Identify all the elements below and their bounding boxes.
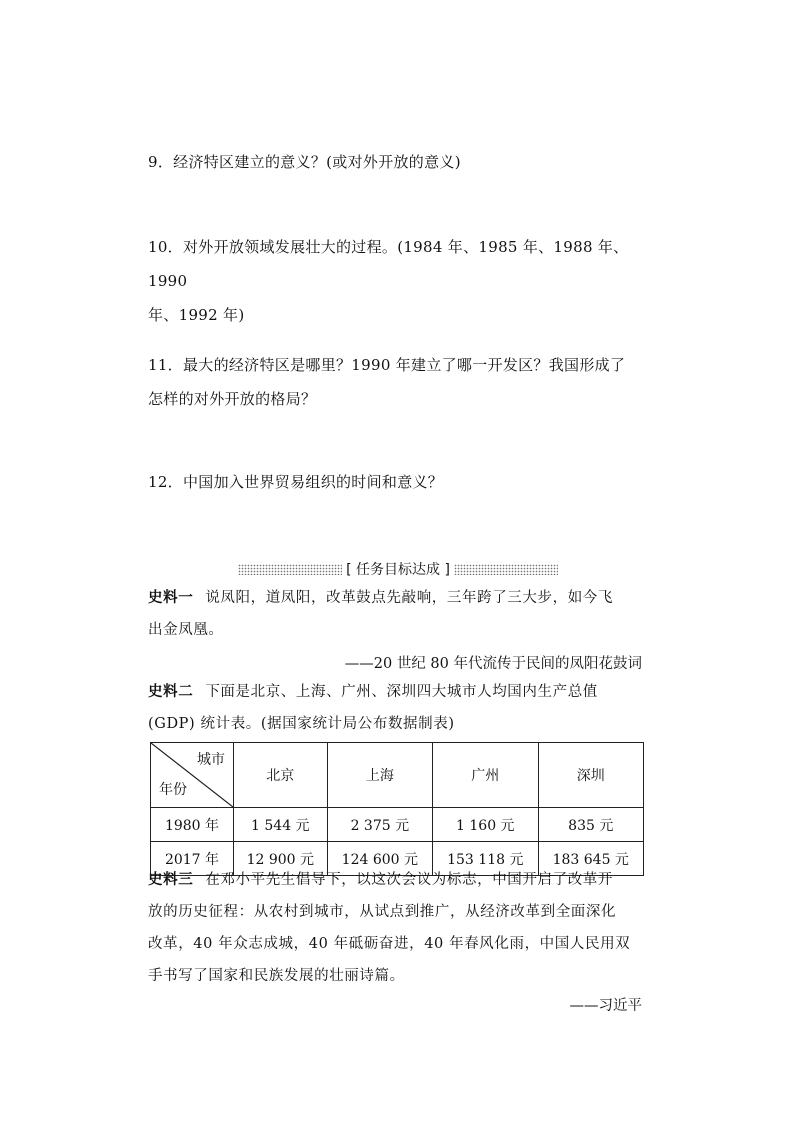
corner-year-label: 年份 — [159, 782, 187, 798]
value-cell: 835 元 — [538, 808, 643, 842]
city-header: 北京 — [234, 743, 328, 808]
source-3-line3: 改革，40 年众志成城，40 年砥砺奋进，40 年春风化雨，中国人民用双 — [148, 936, 631, 952]
value-cell: 124 600 元 — [327, 842, 432, 876]
source-2-line1: 下面是北京、上海、广州、深圳四大城市人均国内生产总值 — [205, 684, 598, 700]
question-10-line2: 年、1992 年) — [148, 306, 245, 324]
table-header-row — [151, 743, 644, 808]
source-2 — [148, 676, 648, 740]
value-cell: 2 375 元 — [327, 808, 432, 842]
table-corner-cell — [151, 743, 234, 808]
section-banner — [238, 558, 558, 580]
city-header: 上海 — [327, 743, 432, 808]
question-10-line1: 10．对外开放领域发展壮大的过程。(1984 年、1985 年、1988 年、1990 — [148, 238, 629, 290]
question-12-text: 12．中国加入世界贸易组织的时间和意义？ — [148, 473, 444, 491]
source-1 — [148, 582, 648, 646]
table-row — [151, 808, 644, 842]
city-header: 广州 — [433, 743, 538, 808]
year-cell: 2017 年 — [151, 842, 234, 876]
source-1-attribution: ——20 世纪 80 年代流传于民间的凤阳花鼓词 — [344, 656, 642, 672]
question-9 — [148, 145, 648, 179]
source-3 — [148, 864, 648, 992]
source-3-label: 史料三 — [148, 872, 194, 888]
source-3-attribution: ——习近平 — [569, 998, 642, 1014]
value-cell: 153 118 元 — [433, 842, 538, 876]
value-cell: 183 645 元 — [538, 842, 643, 876]
value-cell: 12 900 元 — [234, 842, 328, 876]
source-3-line4: 手书写了国家和民族发展的壮丽诗篇。 — [148, 968, 405, 984]
question-9-text: 9．经济特区建立的意义？(或对外开放的意义) — [148, 153, 461, 171]
value-cell: 1 160 元 — [433, 808, 538, 842]
source-2-label: 史料二 — [148, 684, 194, 700]
gdp-table — [150, 742, 644, 876]
source-1-line1: 说凤阳，道凤阳，改革鼓点先敲响，三年跨了三大步，如今飞 — [205, 590, 614, 606]
banner-title: [ 任务目标达成 ] — [346, 562, 450, 578]
year-cell: 1980 年 — [151, 808, 234, 842]
city-header: 深圳 — [538, 743, 643, 808]
value-cell: 1 544 元 — [234, 808, 328, 842]
source-1-line2: 出金凤凰。 — [148, 622, 224, 638]
source-1-label: 史料一 — [148, 590, 194, 606]
source-2-line2: (GDP) 统计表。(据国家统计局公布数据制表) — [148, 716, 455, 732]
source-3-line2: 放的历史征程：从农村到城市，从试点到推广，从经济改革到全面深化 — [148, 904, 617, 920]
question-10 — [148, 230, 648, 332]
banner-dots-right — [454, 564, 558, 575]
question-12 — [148, 465, 648, 499]
banner-dots-left — [238, 564, 342, 575]
question-11-line1: 11．最大的经济特区是哪里？1990 年建立了哪一开发区？我国形成了 — [148, 356, 626, 374]
source-3-line1: 在邓小平先生倡导下，以这次会议为标志，中国开启了改革开 — [205, 872, 614, 888]
corner-city-label: 城市 — [197, 752, 225, 768]
question-11 — [148, 348, 648, 416]
question-11-line2: 怎样的对外开放的格局？ — [148, 390, 317, 408]
